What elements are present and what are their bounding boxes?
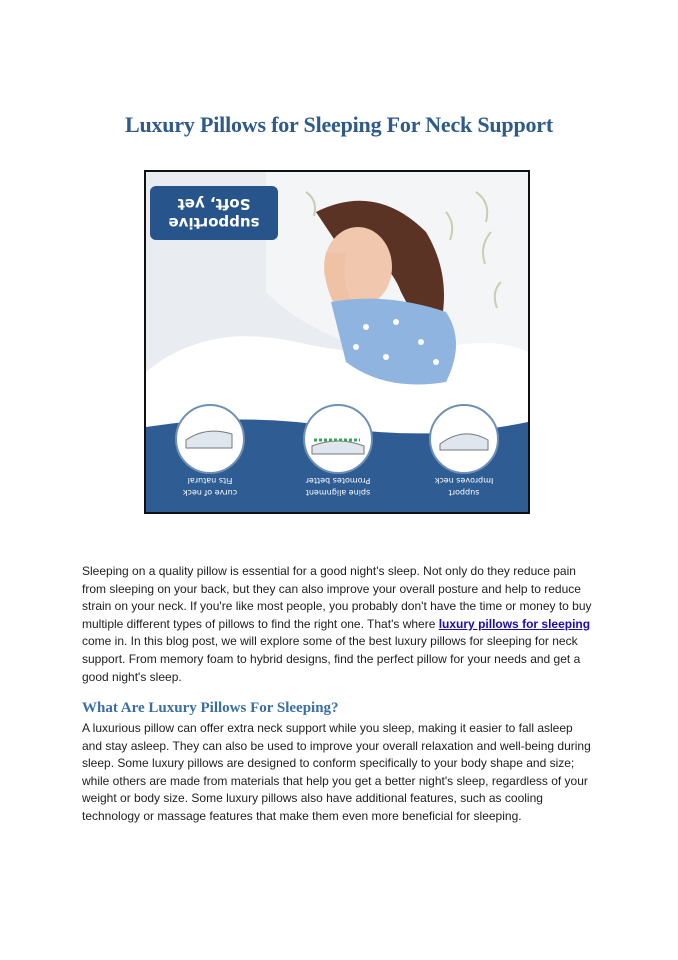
- page-title: Luxury Pillows for Sleeping For Neck Support: [125, 112, 553, 137]
- hero-image: [144, 170, 530, 514]
- section-paragraph: A luxurious pillow can offer extra neck support while you sleep, making it easier to fall asleep and stay asleep. They can also be used to improve your overall relaxation and well-being during sleep. Some luxury pillows are designed to conform specifically to your body shape and size; while others are made from materials that help you get a better night's sleep, regardless of your weight or body size. Some luxury pillows also have additional features, such as cooling technology or massage features that make them even more beneficial for sleeping.: [82, 721, 591, 823]
- section-heading: What Are Luxury Pillows For Sleeping?: [82, 700, 339, 716]
- badge-line1: Soft, yet: [177, 195, 251, 213]
- badge-line2: supportive: [168, 214, 260, 232]
- feature-3-line2: support: [448, 488, 480, 497]
- luxury-pillows-link[interactable]: luxury pillows for sleeping: [438, 616, 591, 631]
- feature-1-line1: Fits natural: [187, 476, 233, 485]
- feature-2-line1: Promotes better: [305, 476, 371, 485]
- feature-2: [304, 405, 372, 497]
- badge-soft-supportive: [150, 186, 278, 240]
- feature-2-line2: spine alignment: [305, 488, 371, 497]
- intro-text-after: come in. In this blog post, we will explore some of the best luxury pillows for sleeping for neck support. From memory foam to hybrid designs, find the perfect pillow for your needs and get a good night's sleep.: [82, 634, 581, 684]
- feature-1-line2: curve of neck: [182, 488, 238, 497]
- intro-paragraph: [82, 563, 594, 686]
- feature-3: [430, 405, 498, 497]
- intro-text-before: Sleeping on a quality pillow is essential for a good night's sleep. Not only do they reduce pain from sleeping on your back, but they can also improve your overall posture and help to reduce strain on your neck. If you're like most people, you probably don't have the time or money to buy multiple different types of pillows to find the right one. That's where: [82, 564, 592, 631]
- feature-3-line1: Improves neck: [434, 476, 494, 485]
